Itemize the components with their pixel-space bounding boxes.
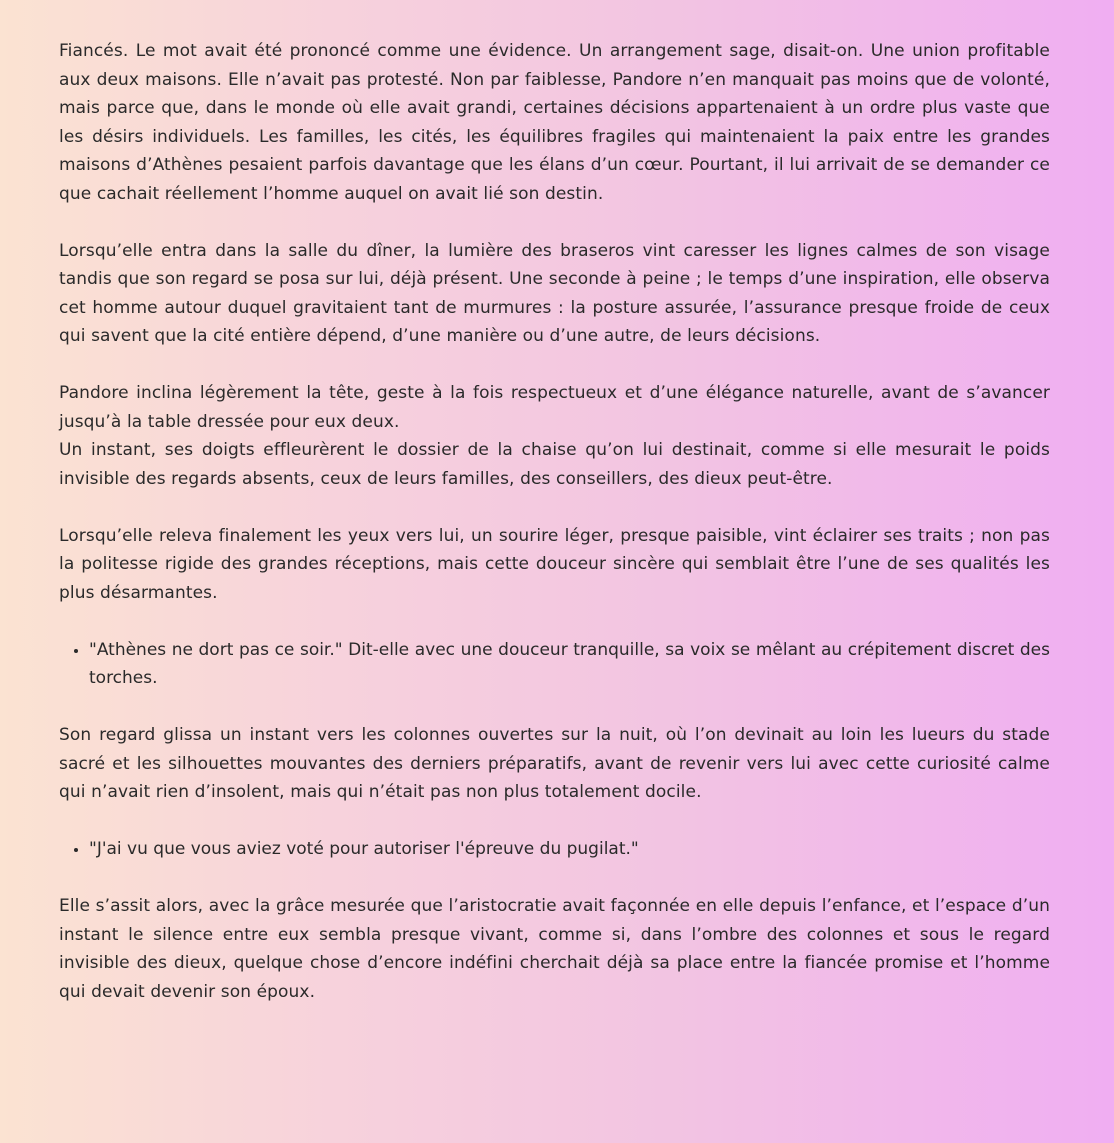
paragraph-engagement: Fiancés. Le mot avait été prononcé comme une évidence. Un arrangement sage, disait-on. Une union profitable aux deux maisons. Elle n’avait pas protesté. Non par faiblesse, Pandore n’en manquait pas moins que de volonté, mais parce que, dans le monde où elle avait grandi, certaines décisions appartenaient à un ordre plus vaste que les désirs individuels. Les familles, les cités, les équilibres fragiles qui maintenaient la paix entre les grandes maisons d’Athènes pesaient parfois davantage que les élans d’un cœur. Pourtant, il lui arrivait de se demander ce que cachait réellement l’homme auquel on avait lié son destin. [59, 41, 1050, 204]
paragraph-gap [59, 807, 1050, 836]
dialogue-line-athens: • "Athènes ne dort pas ce soir." Dit-elle avec une douceur tranquille, sa voix se mêlant au crépitement discret des torches. [89, 636, 1050, 693]
paragraph-gap [59, 693, 1050, 722]
paragraph-dinner-hall: Lorsqu’elle entra dans la salle du dîner, la lumière des braseros vint caresser les lignes calmes de son visage tandis que son regard se posa sur lui, déjà présent. Une seconde à peine ; le temps d’une inspiration, elle observa cet homme autour duquel gravitaient tant de murmures : la posture assurée, l’assurance presque froide de ceux qui savent que la cité entière dépend, d’une manière ou d’une autre, de leurs décisions. [59, 240, 1050, 346]
paragraph-bow: Pandore inclina légèrement la tête, geste à la fois respectueux et d’une élégance naturelle, avant de s’avancer jusqu’à la table dressée pour eux deux. [59, 383, 1050, 432]
dialogue-list [59, 636, 1050, 693]
paragraph-seated: Elle s’assit alors, avec la grâce mesurée que l’aristocratie avait façonnée en elle depuis l’enfance, et l’espace d’un instant le silence entre eux sembla presque vivant, comme si, dans l’ombre des colonnes et sous le regard invisible des dieux, quelque chose d’encore indéfini cherchait déjà sa place entre la fiancée promise et l’homme qui devait devenir son époux. [59, 896, 1050, 1002]
paragraph-smile: Lorsqu’elle releva finalement les yeux vers lui, un sourire léger, presque paisible, vint éclairer ses traits ; non pas la politesse rigide des grandes réceptions, mais cette douceur sincère qui semblait être l’une de ses qualités les plus désarmantes. [59, 525, 1050, 603]
paragraph-columns: Son regard glissa un instant vers les colonnes ouvertes sur la nuit, où l’on devinait au loin les lueurs du stade sacré et les silhouettes mouvantes des derniers préparatifs, avant de revenir vers lui avec cette curiosité calme qui n’avait rien d’insolent, mais qui n’était pas non plus totalement docile. [59, 725, 1050, 802]
paragraph-gap [59, 864, 1050, 893]
dialogue-line-pugilat: • "J'ai vu que vous aviez voté pour autoriser l'épreuve du pugilat." [89, 835, 1050, 864]
paragraph-gap [59, 607, 1050, 636]
paragraph-gap [59, 493, 1050, 522]
paragraph-gap [59, 208, 1050, 237]
dialogue-list [59, 835, 1050, 864]
document-body [59, 37, 1050, 1006]
paragraph-gap [59, 351, 1050, 380]
paragraph-chair: Un instant, ses doigts effleurèrent le dossier de la chaise qu’on lui destinait, comme si elle mesurait le poids invisible des regards absents, ceux de leurs familles, des conseillers, des dieux peut-être. [59, 440, 1050, 489]
